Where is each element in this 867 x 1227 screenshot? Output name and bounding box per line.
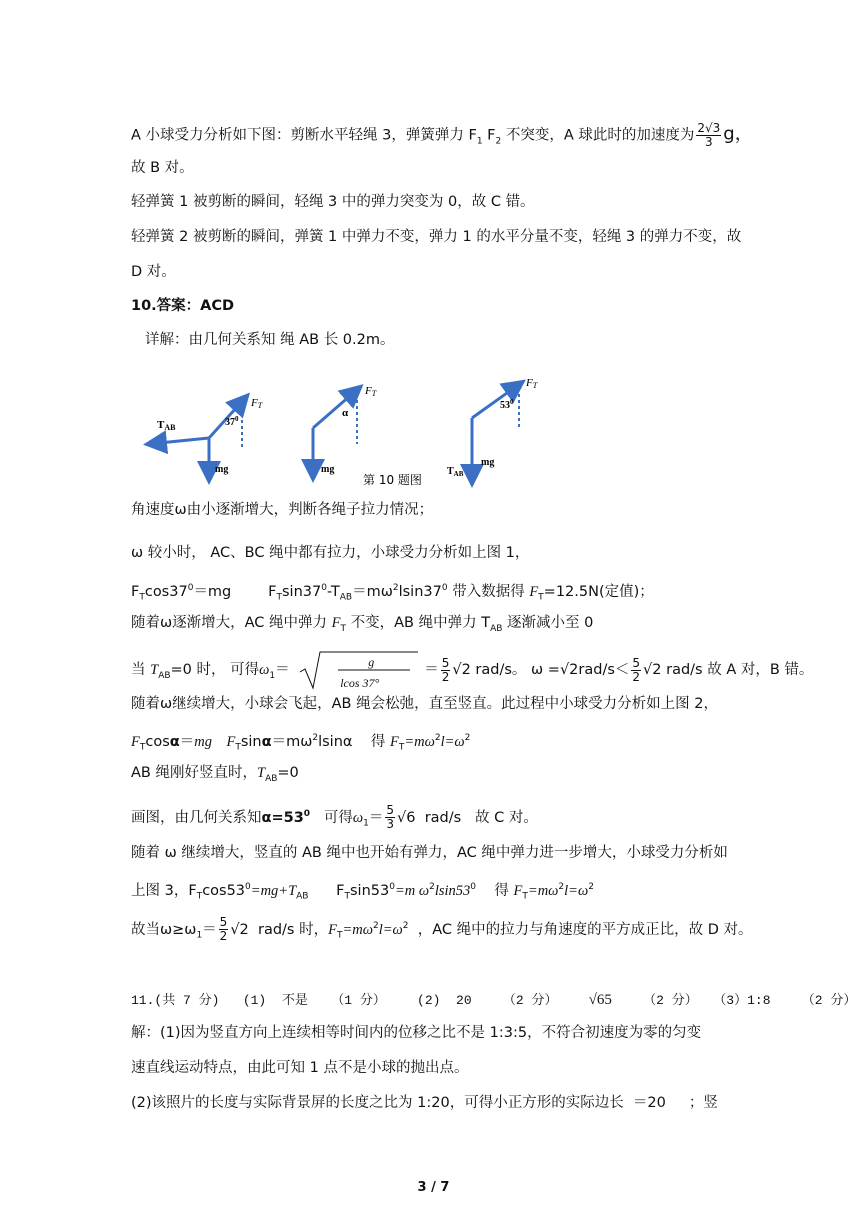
fraction <box>219 916 229 943</box>
text-line <box>131 1023 701 1043</box>
subscript: 1 <box>269 670 276 681</box>
text-span: T <box>150 662 159 678</box>
tab-label: TAB <box>157 419 176 432</box>
page-number: 3 / 7 <box>417 1180 450 1195</box>
subscript: T <box>139 742 146 753</box>
text-span: 故 B 对。 <box>131 160 194 176</box>
superscript: 0 <box>470 882 476 892</box>
text-line <box>131 694 718 714</box>
text-span: =0 时， 可得 <box>170 662 260 678</box>
text-span: ＝ <box>424 662 439 678</box>
text-span: 轻弹簧 2 被剪断的瞬间，弹簧 1 中弹力不变，弹力 1 的水平分量不变，轻绳 3 的弹力不变，故 <box>131 229 742 245</box>
fraction-numerator: 5 <box>219 915 228 930</box>
text-span: α=53 <box>261 809 304 826</box>
text-span: F <box>513 882 523 899</box>
text-span: rad/s 时， <box>248 921 329 938</box>
text-span: A 小球受力分析如下图：剪断水平轻绳 3，弹簧弹力 F <box>131 127 477 144</box>
text-span: AB 绳刚好竖直时， <box>131 765 257 781</box>
text-line <box>131 843 728 863</box>
text-span: =m ω <box>394 882 430 899</box>
subscript: 1 <box>476 136 483 147</box>
text-span: cos53 <box>202 882 246 899</box>
mg-label: mg <box>215 464 229 475</box>
text-line <box>131 262 176 282</box>
text-span: ＝ <box>202 921 217 938</box>
force-diagram-figure <box>131 372 571 492</box>
text-span: -T <box>326 583 340 600</box>
text-span: F <box>211 733 236 750</box>
text-span: =mg+T <box>250 882 297 899</box>
fraction-numerator: 5 <box>386 803 395 818</box>
text-span: T <box>256 765 266 781</box>
text-line <box>131 613 593 639</box>
tab-label: $T_{AB}$ <box>447 466 464 478</box>
text-span: 得 <box>476 882 514 899</box>
text-span: cos <box>145 733 170 750</box>
text-line <box>131 500 433 520</box>
ft-label: FT <box>251 397 263 410</box>
fraction <box>385 804 395 831</box>
text-span: F <box>131 583 140 600</box>
force-diagram-3 <box>447 377 538 482</box>
superscript: 0 <box>389 882 395 892</box>
superscript: 2 <box>464 733 471 743</box>
fraction-numerator: 5 <box>441 655 450 670</box>
superscript: 2 <box>558 882 565 892</box>
subscript: 1 <box>363 818 369 829</box>
text-span: mg <box>194 733 212 750</box>
text-line <box>145 330 395 350</box>
text-span: 轻弹簧 1 被剪断的瞬间，轻绳 3 中的弹力突变为 0，故 C 错。 <box>131 194 535 210</box>
text-span: lsin37 <box>398 583 442 600</box>
text-span: rad/s 故 A 对，B 错。 <box>661 662 814 678</box>
subscript: T <box>344 891 350 902</box>
text-span: ＝mω <box>271 733 313 750</box>
subscript: AB <box>490 623 503 634</box>
text-span: 画图，由几何关系知 <box>131 809 262 826</box>
text-span: sin37 <box>282 583 322 600</box>
text-span: 可得 <box>310 809 353 826</box>
text-span: 带入数据得 <box>447 583 530 600</box>
text-span: F <box>529 583 539 600</box>
text-line <box>131 1058 468 1078</box>
text-line <box>131 1093 718 1113</box>
text-line <box>131 158 194 178</box>
text-span: 不突变，A 球此时的加速度为 <box>501 127 695 144</box>
text-span: 10.答案：ACD <box>131 298 235 314</box>
text-span: =mω <box>527 882 559 899</box>
text-span: ＝mg <box>193 583 232 600</box>
answer-line-11 <box>131 990 856 1011</box>
text-span: 随着ω继续增大，小球会飞起，AB 绳会松弛，直至竖直。此过程中小球受力分析如上图 2， <box>131 696 718 712</box>
text-span: cos37 <box>144 583 188 600</box>
subscript: AB <box>296 891 309 902</box>
superscript: 2 <box>434 733 441 743</box>
superscript: 2 <box>312 733 319 743</box>
fraction <box>441 657 451 684</box>
text-span: ＝mω <box>352 583 393 600</box>
figure-caption: 第 10 题图 <box>363 473 422 487</box>
fraction <box>631 657 641 684</box>
text-span: =12.5N(定值)； <box>543 583 654 600</box>
text-span: 当 <box>131 662 151 678</box>
force-diagram-1 <box>149 397 263 479</box>
subscript: AB <box>158 670 171 681</box>
subscript: T <box>522 891 528 902</box>
fraction-numerator: 2√3 <box>697 121 721 135</box>
text-span: D 对。 <box>131 264 176 280</box>
answer-heading <box>131 296 234 316</box>
text-span: α <box>261 733 272 750</box>
fraction-numerator: 5 <box>632 655 641 670</box>
fraction-denominator: 3 <box>386 817 395 832</box>
subscript: T <box>336 930 343 941</box>
text-span: lsin53 <box>434 882 471 899</box>
text-span: sin53 <box>349 882 390 899</box>
text-span: ＝ <box>275 662 290 678</box>
text-span: F <box>390 733 399 750</box>
text-span: 逐渐减小至 0 <box>502 615 594 631</box>
text-span: α <box>169 733 180 750</box>
force-diagram-2 <box>313 385 377 477</box>
text-span: F <box>328 921 337 938</box>
tab-arrow <box>149 438 209 444</box>
equation-line <box>131 798 538 840</box>
text-span: ＝ <box>368 809 384 826</box>
angle-label: $53^0$ <box>500 398 514 411</box>
fraction-denominator: lcos 37° <box>340 676 380 690</box>
superscript: 2 <box>588 882 594 892</box>
ft-arrow <box>313 388 359 428</box>
subscript: AB <box>339 592 353 603</box>
text-span: sin <box>240 733 262 750</box>
sqrt-value: √65 <box>588 992 612 1008</box>
text-span: （2 分） （3）1:8 （2 分） <box>611 993 857 1008</box>
fraction-denominator: 2 <box>441 669 450 684</box>
text-span: F <box>487 127 496 144</box>
ft-arrow <box>472 383 521 418</box>
text-line <box>131 192 535 212</box>
subscript: T <box>139 592 145 603</box>
subscript: AB <box>265 773 278 784</box>
subscript: T <box>196 891 203 902</box>
superscript: 2 <box>402 921 409 931</box>
ft-label: FT <box>365 385 377 398</box>
subscript: T <box>340 623 347 634</box>
text-span: =0 <box>277 765 299 781</box>
superscript: 0 <box>245 882 251 892</box>
subscript: 1 <box>196 930 203 941</box>
text-span: 速直线运动特点，由此可知 1 点不是小球的抛出点。 <box>131 1060 469 1076</box>
equation-line <box>131 877 594 907</box>
subscript: T <box>398 742 405 753</box>
superscript: 2 <box>429 882 435 892</box>
text-span: 11.(共 7 分) (1) 不是 （1 分） (2) 20 （2 分） <box>131 993 589 1008</box>
superscript: 2 <box>372 921 379 931</box>
text-span: (2)该照片的长度与实际背景屏的长度之比为 1:20，可得小正方形的实际边长 ＝20 ；竖 <box>131 1095 718 1111</box>
fraction-denominator: 2 <box>632 669 641 684</box>
equation-line <box>131 578 654 608</box>
text-line <box>131 122 753 151</box>
text-span: √2 <box>230 921 249 938</box>
fraction-numerator: g <box>368 655 375 669</box>
mg-label: mg <box>481 457 495 468</box>
text-span: l=ω <box>440 733 465 750</box>
fraction <box>696 122 721 149</box>
fraction-denominator: 3 <box>705 135 713 149</box>
text-span: F <box>131 733 140 750</box>
text-span: 随着 ω 继续增大，竖直的 AB 绳中也开始有弹力，AC 绳中弹力进一步增大，小球受力分析如 <box>131 845 728 861</box>
text-span: √2 <box>643 662 662 678</box>
text-span: rad/s 故 C 对。 <box>415 809 538 826</box>
text-span: =mω <box>404 733 435 750</box>
text-span: l=ω <box>564 882 589 899</box>
square-root-fraction <box>298 650 420 690</box>
equation-line <box>131 648 813 698</box>
text-span: g， <box>723 123 753 145</box>
text-span: √6 <box>397 809 416 826</box>
fraction-denominator: 2 <box>219 929 228 944</box>
text-span: ＝ <box>179 733 195 750</box>
text-span: 随着ω逐渐增大，AC 绳中弹力 <box>131 615 332 631</box>
text-span: ω 较小时， AC、BC 绳中都有拉力，小球受力分析如上图 1， <box>131 545 530 561</box>
superscript: 2 <box>392 583 399 593</box>
angle-label: $37^0$ <box>225 415 239 428</box>
text-span: 故当ω≥ω <box>131 921 197 938</box>
text-span: F <box>331 615 341 631</box>
text-span: ω <box>352 809 364 826</box>
text-line <box>131 543 529 563</box>
text-span: 上图 3，F <box>131 882 197 899</box>
subscript: T <box>235 742 241 753</box>
text-span: 解：(1)因为竖直方向上连续相等时间内的位移之比不是 1:3:5，不符合初速度为零的匀变 <box>131 1025 702 1041</box>
text-line <box>131 763 299 789</box>
superscript: 0 <box>321 583 327 593</box>
angle-label: α <box>342 407 349 419</box>
text-span: 角速度ω由小逐渐增大，判断各绳子拉力情况； <box>131 502 434 518</box>
subscript: T <box>538 592 544 603</box>
text-span: =mω <box>342 921 373 938</box>
equation-line <box>131 728 470 758</box>
ft-label: FT <box>526 377 538 390</box>
superscript: 0 <box>303 809 311 819</box>
text-span: rad/s。 ω =√2rad/s＜ <box>470 662 630 678</box>
text-span: 不变，AB 绳中弹力 T <box>346 615 491 631</box>
text-span: ω <box>259 662 270 678</box>
text-span: l=ω <box>378 921 403 938</box>
mg-label: mg <box>321 464 335 475</box>
text-span: 详解：由几何关系知 绳 AB 长 0.2m。 <box>145 332 395 348</box>
superscript: 0 <box>187 583 194 593</box>
text-line <box>131 227 741 247</box>
subscript: 2 <box>495 136 502 147</box>
text-span: F <box>308 882 345 899</box>
text-span: √2 <box>452 662 471 678</box>
text-span: ，AC 绳中的拉力与角速度的平方成正比，故 D 对。 <box>408 921 753 938</box>
text-span: lsinα 得 <box>318 733 390 750</box>
superscript: 0 <box>441 583 448 593</box>
text-span: F <box>268 583 277 600</box>
equation-line <box>131 910 753 952</box>
subscript: T <box>276 592 282 603</box>
